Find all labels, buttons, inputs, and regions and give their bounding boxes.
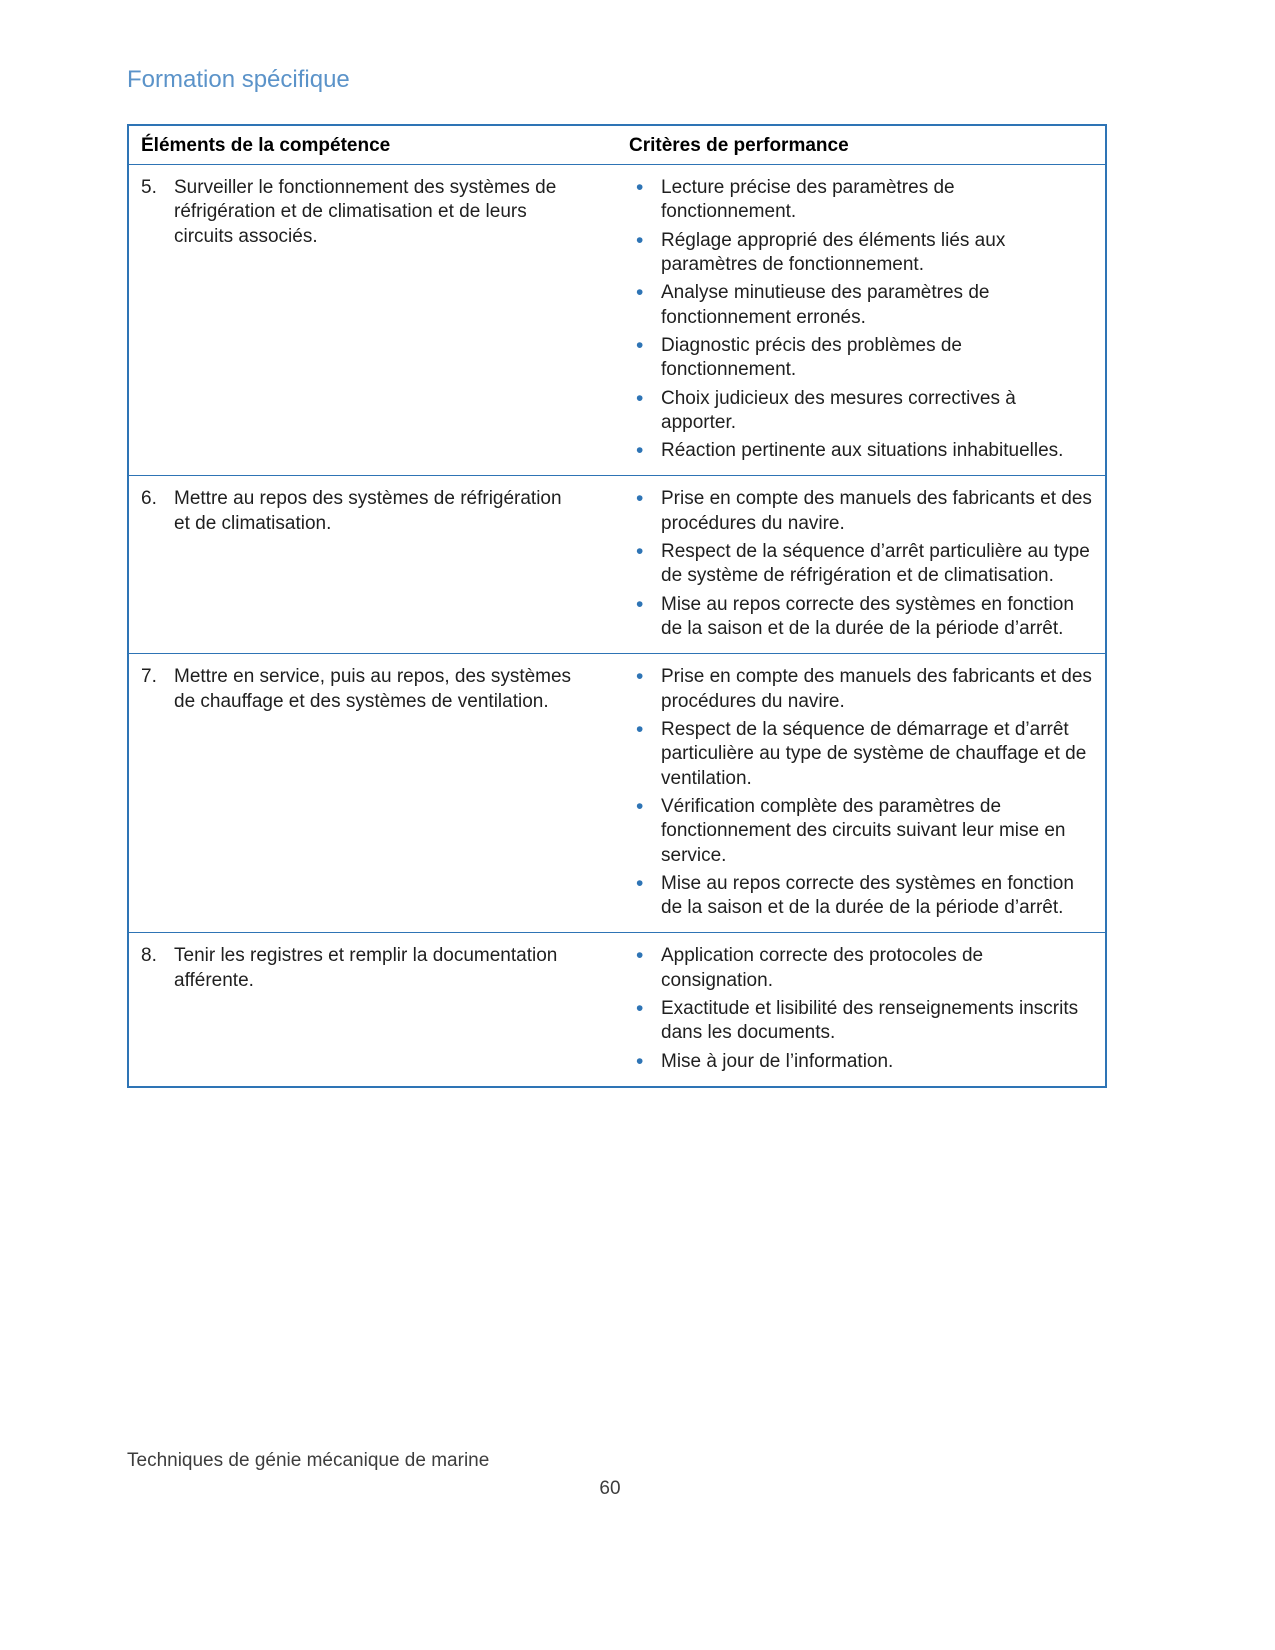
- criteria-item: • Respect de la séquence de démarrage et d’arrêt particulière au type de système de chauffage et de ventilation.: [629, 718, 1095, 791]
- criteria-cell: [617, 476, 1106, 654]
- criteria-item: • Mise au repos correcte des systèmes en fonction de la saison et de la durée de la période d’arrêt.: [629, 872, 1095, 921]
- criteria-item: • Application correcte des protocoles de consignation.: [629, 944, 1095, 993]
- criteria-item: • Lecture précise des paramètres de fonctionnement.: [629, 176, 1095, 225]
- table-row: [128, 165, 1106, 476]
- table-header-row: [128, 125, 1106, 165]
- criteria-list: [629, 487, 1095, 641]
- criteria-list: [629, 665, 1095, 920]
- criteria-item: • Réaction pertinente aux situations inhabituelles.: [629, 439, 1095, 463]
- competence-table: [127, 124, 1107, 1088]
- element-text: Surveiller le fonctionnement des systèmes de réfrigération et de climatisation et de leurs circuits associés.: [174, 177, 557, 247]
- element-cell: [128, 476, 617, 654]
- criteria-item: • Réglage approprié des éléments liés aux paramètres de fonctionnement.: [629, 229, 1095, 278]
- criteria-list: [629, 944, 1095, 1074]
- criteria-item: • Choix judicieux des mesures correctives à apporter.: [629, 387, 1095, 436]
- page-number: 60: [599, 1478, 621, 1499]
- criteria-item: • Prise en compte des manuels des fabricants et des procédures du navire.: [629, 665, 1095, 714]
- element-inner: [141, 176, 607, 249]
- element-text: Tenir les registres et remplir la documentation afférente.: [174, 945, 558, 991]
- element-inner: [141, 944, 607, 993]
- criteria-list: [629, 176, 1095, 463]
- criteria-item: • Vérification complète des paramètres de fonctionnement des circuits suivant leur mise en service.: [629, 795, 1095, 868]
- criteria-item: • Analyse minutieuse des paramètres de fonctionnement erronés.: [629, 281, 1095, 330]
- table-header: [128, 125, 1106, 165]
- element-inner: [141, 487, 607, 536]
- table-row: [128, 476, 1106, 654]
- footer-title: Techniques de génie mécanique de marine: [127, 1450, 490, 1471]
- criteria-item: • Prise en compte des manuels des fabricants et des procédures du navire.: [629, 487, 1095, 536]
- section-header: Formation spécifique: [127, 66, 350, 93]
- element-number: 8.: [141, 945, 157, 967]
- table-row: [128, 933, 1106, 1087]
- element-cell: [128, 933, 617, 1087]
- element-cell: [128, 165, 617, 476]
- element-number: 7.: [141, 666, 157, 688]
- col-header-elements: Éléments de la compétence: [128, 125, 617, 165]
- criteria-item: • Exactitude et lisibilité des renseignements inscrits dans les documents.: [629, 997, 1095, 1046]
- criteria-item: • Mise au repos correcte des systèmes en fonction de la saison et de la durée de la période d’arrêt.: [629, 593, 1095, 642]
- element-text: Mettre en service, puis au repos, des systèmes de chauffage et des systèmes de ventilation.: [174, 666, 572, 712]
- criteria-item: • Mise à jour de l’information.: [629, 1050, 1095, 1074]
- element-number: 6.: [141, 488, 157, 510]
- criteria-item: • Respect de la séquence d’arrêt particulière au type de système de réfrigération et de climatisation.: [629, 540, 1095, 589]
- table-row: [128, 654, 1106, 933]
- criteria-cell: [617, 654, 1106, 933]
- element-cell: [128, 654, 617, 933]
- criteria-item: • Diagnostic précis des problèmes de fonctionnement.: [629, 334, 1095, 383]
- criteria-cell: [617, 933, 1106, 1087]
- table-body: [128, 165, 1106, 1088]
- element-number: 5.: [141, 177, 157, 198]
- element-text: Mettre au repos des systèmes de réfrigération et de climatisation.: [174, 488, 562, 534]
- criteria-cell: [617, 165, 1106, 476]
- element-inner: [141, 665, 607, 714]
- col-header-criteres: Critères de performance: [617, 125, 1106, 165]
